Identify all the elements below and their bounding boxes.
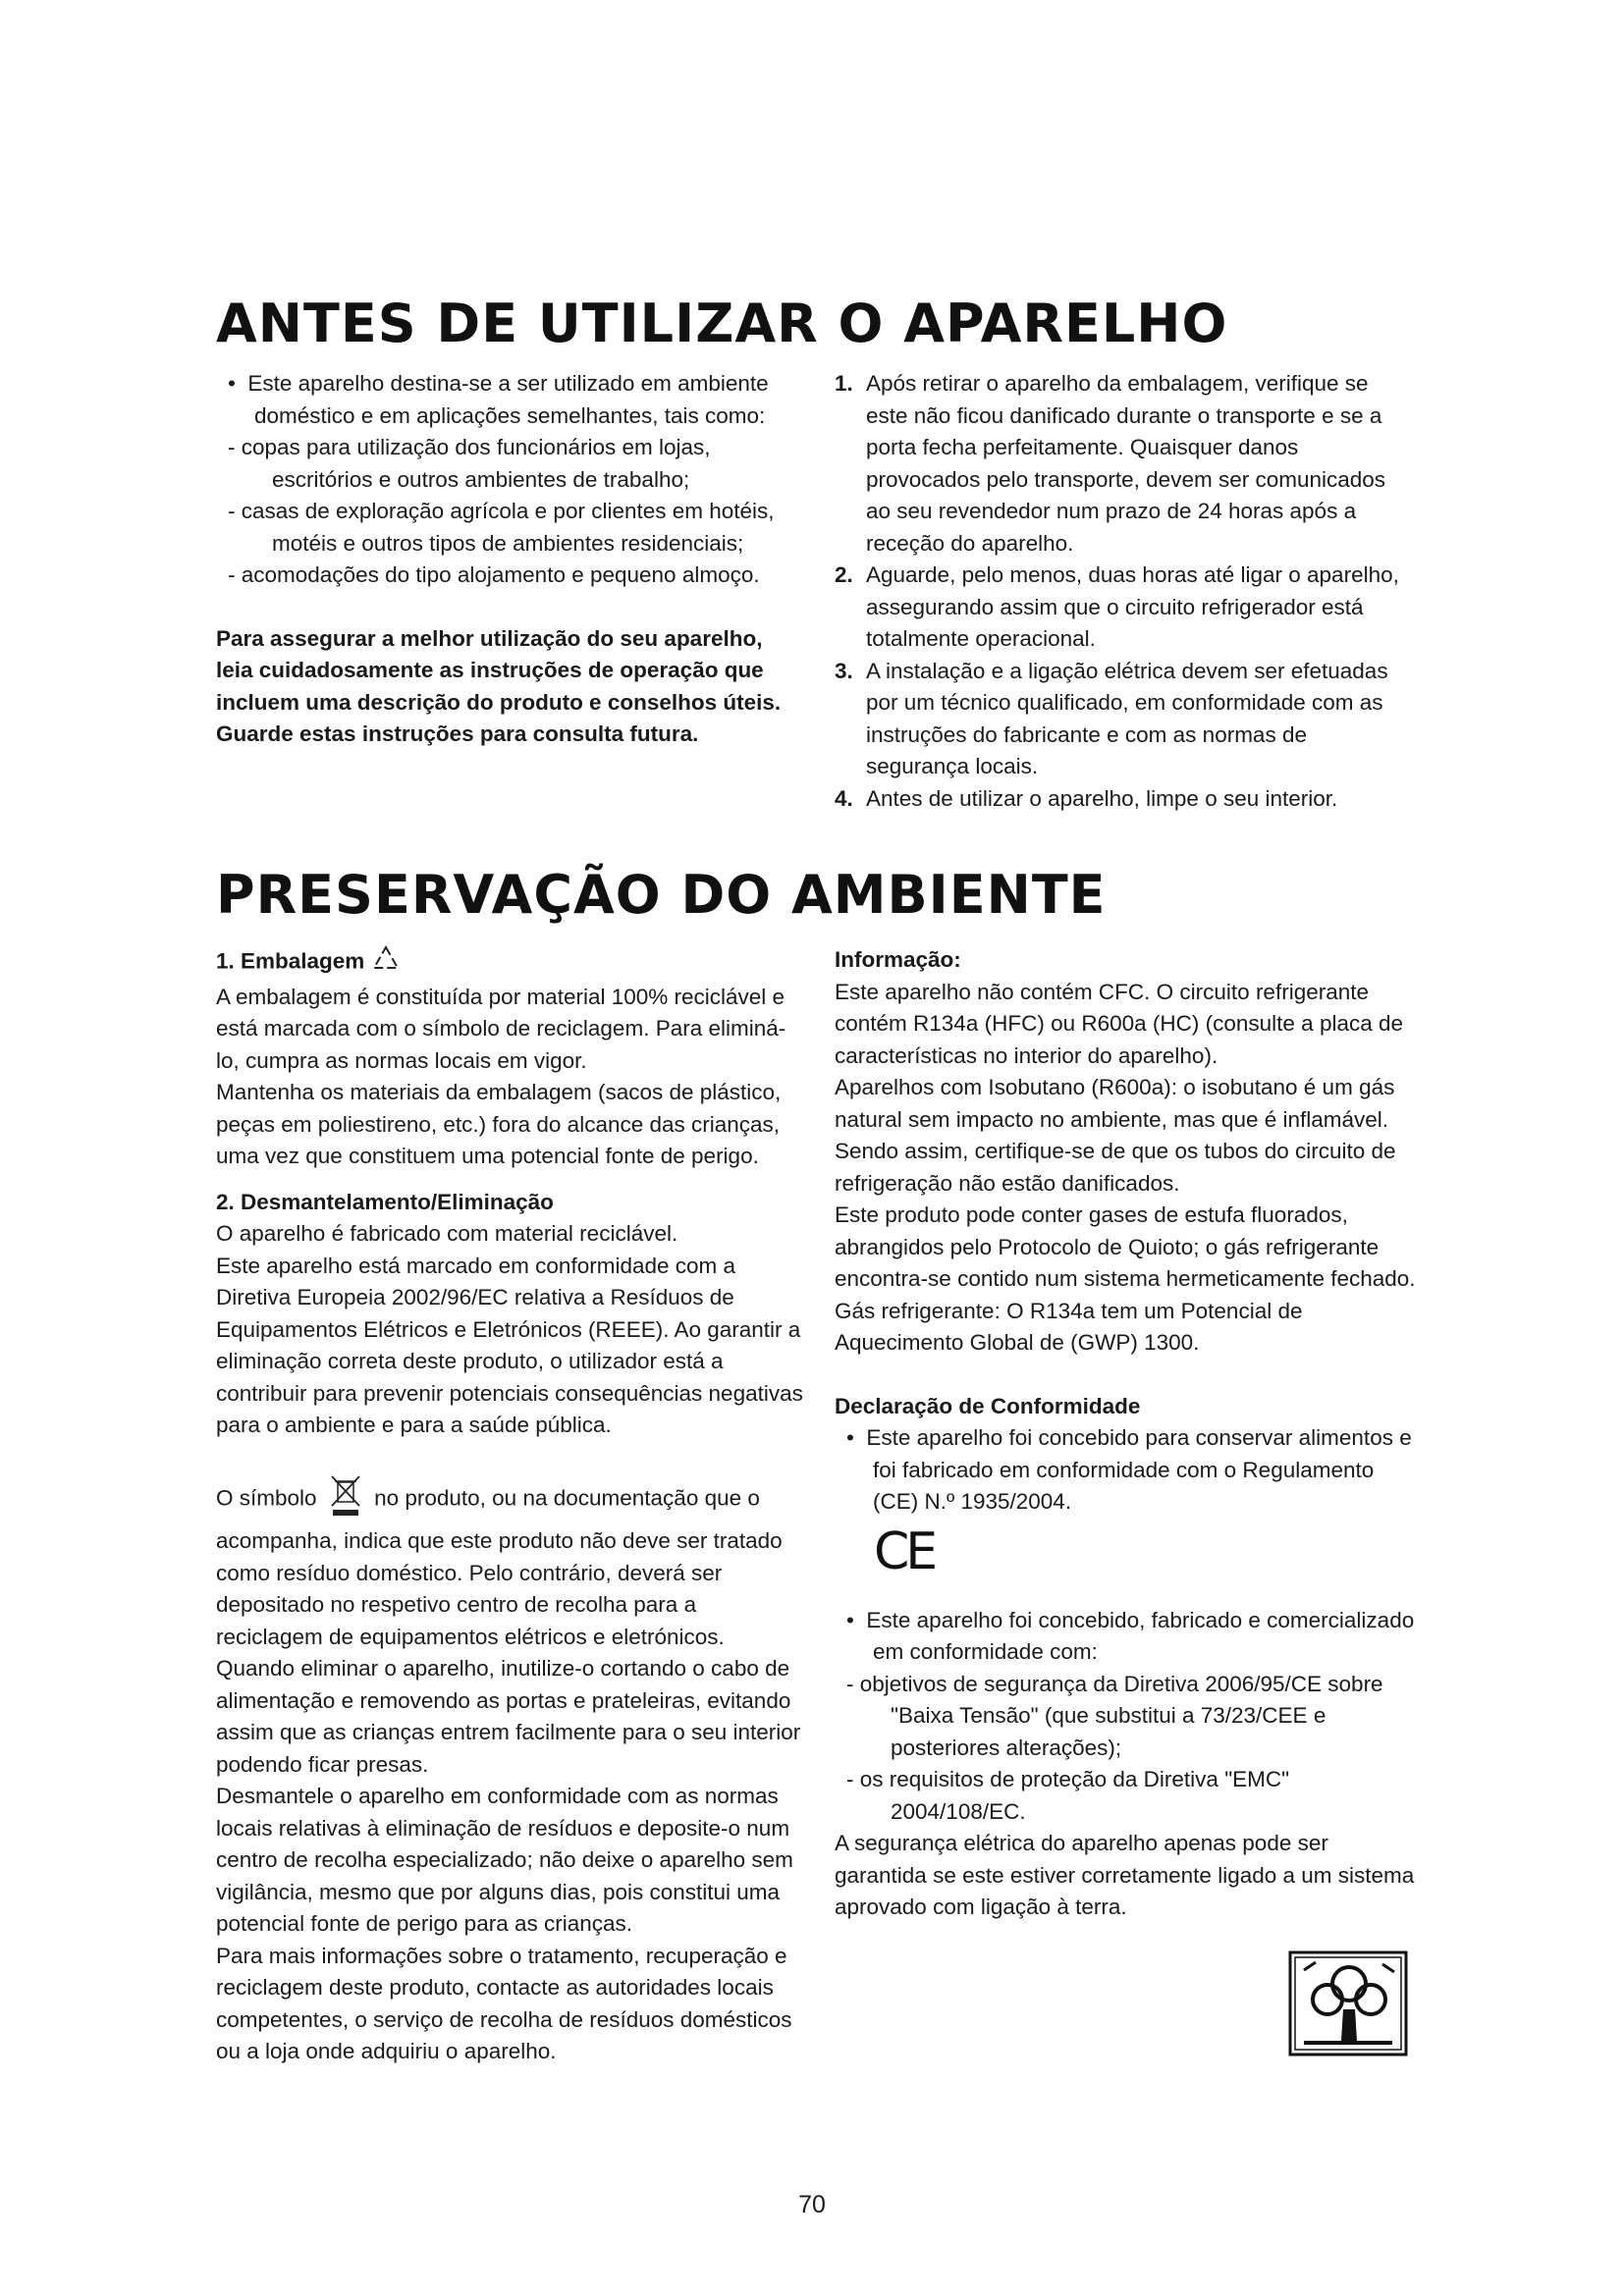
desmantelamento-p3: O símbolo no produto, ou na documentação que o acompanha, indica que este produto não deve ser tratado como resíduo doméstico. Pelo contrário, deverá ser depositado no respetivo centro de recolha para a reciclagem de equipamentos elétricos e eletrónicos. xyxy=(216,1473,805,1654)
crossed-bin-icon xyxy=(329,1473,362,1526)
informacao-p1: Este aparelho não contém CFC. O circuito refrigerante contém R134a (HFC) ou R600a (HC) (consulte a placa de características no interior do aparelho). xyxy=(835,979,1404,1068)
keep-instructions-notice: Guarde estas instruções para consulta futura. xyxy=(216,721,699,746)
declaracao-bullet: • Este aparelho foi concebido para conservar alimentos e foi fabricado em conformidade com o Regulamento (CE) N.º 1935/2004. xyxy=(846,1425,1412,1514)
directive-item: - objetivos de segurança da Diretiva 2006/95/CE sobre "Baixa Tensão" (que substitui a 73/23/CEE e posteriores alterações); xyxy=(846,1671,1383,1760)
step-item: 4. Antes de utilizar o aparelho, limpe o seu interior. xyxy=(835,785,1338,811)
page-number: 70 xyxy=(798,2191,826,2218)
step-item: 2. Aguarde, pelo menos, duas horas até ligar o aparelho, assegurando assim que o circuito refrigerador está totalmente operacional. xyxy=(835,562,1399,651)
desmantelamento-p2: Este aparelho está marcado em conformidade com a Diretiva Europeia 2002/96/EC relativa a Resíduos de Equipamentos Elétricos e Eletrónicos (REEE). Ao garantir a eliminação correta deste produto, o utilizador está a contribuir para prevenir potenciais consequências negativas para o ambiente e para a saúde pública. xyxy=(216,1253,803,1437)
use-item: - casas de exploração agrícola e por clientes em hotéis, motéis e outros tipos de ambientes residenciais; xyxy=(228,499,775,556)
desmantelamento-heading: 2. Desmantelamento/Eliminação xyxy=(216,1189,554,1214)
desmantelamento-p5: Desmantele o aparelho em conformidade com as normas locais relativas à eliminação de resíduos e deposite-o num centro de recolha especializado; não deixe o aparelho sem vigilância, mesmo que por alguns dias, pois constitui uma potencial fonte de perigo para as crianças. xyxy=(216,1784,793,1936)
preservacao-left-column xyxy=(216,944,805,2068)
ce-mark-icon: CE xyxy=(874,1522,935,1581)
informacao-p4: Gás refrigerante: O R134a tem um Potencial de Aquecimento Global de (GWP) 1300. xyxy=(835,1298,1303,1355)
embalagem-heading: 1. Embalagem xyxy=(216,944,805,982)
declaracao-heading: Declaração de Conformidade xyxy=(835,1393,1141,1418)
usage-notice: Para assegurar a melhor utilização do seu aparelho, leia cuidadosamente as instruções de operação que incluem uma descrição do produto e conselhos úteis. xyxy=(216,625,782,715)
page-title-preservacao: PRESERVAÇÃO DO AMBIENTE xyxy=(216,864,1107,926)
declaracao-bullet: • Este aparelho foi concebido, fabricado e comercializado em conformidade com: xyxy=(846,1607,1415,1664)
use-item: - copas para utilização dos funcionários em lojas, escritórios e outros ambientes de trabalho; xyxy=(228,435,711,492)
desmantelamento-p1: O aparelho é fabricado com material reciclável. xyxy=(216,1221,678,1246)
antes-steps xyxy=(835,368,1414,815)
step-item: 1. Após retirar o aparelho da embalagem, verifique se este não ficou danificado durante o transporte e se a porta fecha perfeitamente. Quaisquer danos provocados pelo transporte, devem ser comunicados ao seu revendedor num prazo de 24 horas após a receção do aparelho. xyxy=(835,371,1386,556)
tree-logo-icon xyxy=(1286,1949,1410,2058)
desmantelamento-p6: Para mais informações sobre o tratamento, recuperação e reciclagem deste produto, contacte as autoridades locais competentes, o serviço de recolha de resíduos domésticos ou a loja onde adquiriu o aparelho. xyxy=(216,1943,792,2063)
desmantelamento-p4: Quando eliminar o aparelho, inutilize-o cortando o cabo de alimentação e removendo as portas e prateleiras, evitando assim que as crianças entrem facilmente para o seu interior podendo ficar presas. xyxy=(216,1656,801,1777)
embalagem-p1: A embalagem é constituída por material 100% reciclável e está marcada com o símbolo de reciclagem. Para eliminá-lo, cumpra as normas locais em vigor. xyxy=(216,984,786,1073)
use-item: - acomodações do tipo alojamento e pequeno almoço. xyxy=(228,562,760,587)
directive-item: - os requisitos de proteção da Diretiva "EMC" 2004/108/EC. xyxy=(846,1767,1290,1824)
antes-left-column xyxy=(216,368,805,751)
declaracao-final: A segurança elétrica do aparelho apenas pode ser garantida se este estiver corretamente ligado a um sistema aprovado com ligação à terra. xyxy=(835,1831,1415,1919)
intro-bullet: • Este aparelho destina-se a ser utilizado em ambiente doméstico e em aplicações semelhantes, tais como: xyxy=(228,371,769,428)
recycle-icon xyxy=(371,944,401,982)
preservacao-right-column xyxy=(835,944,1419,1924)
page-title-antes: ANTES DE UTILIZAR O APARELHO xyxy=(216,293,1228,354)
informacao-heading: Informação: xyxy=(835,947,961,972)
step-item: 3. A instalação e a ligação elétrica devem ser efetuadas por um técnico qualificado, em conformidade com as instruções do fabricante e com as normas de segurança locais. xyxy=(835,658,1388,778)
embalagem-p2: Mantenha os materiais da embalagem (sacos de plástico, peças em poliestireno, etc.) fora do alcance das crianças, uma vez que constituem uma potencial fonte de perigo. xyxy=(216,1080,782,1168)
informacao-p2: Aparelhos com Isobutano (R600a): o isobutano é um gás natural sem impacto no ambiente, mas que é inflamável. Sendo assim, certifique-se de que os tubos do circuito de refrigeração não estão danificados. xyxy=(835,1075,1396,1196)
informacao-p3: Este produto pode conter gases de estufa fluorados, abrangidos pelo Protocolo de Quioto; o gás refrigerante encontra-se contido num sistema hermeticamente fechado. xyxy=(835,1202,1416,1291)
